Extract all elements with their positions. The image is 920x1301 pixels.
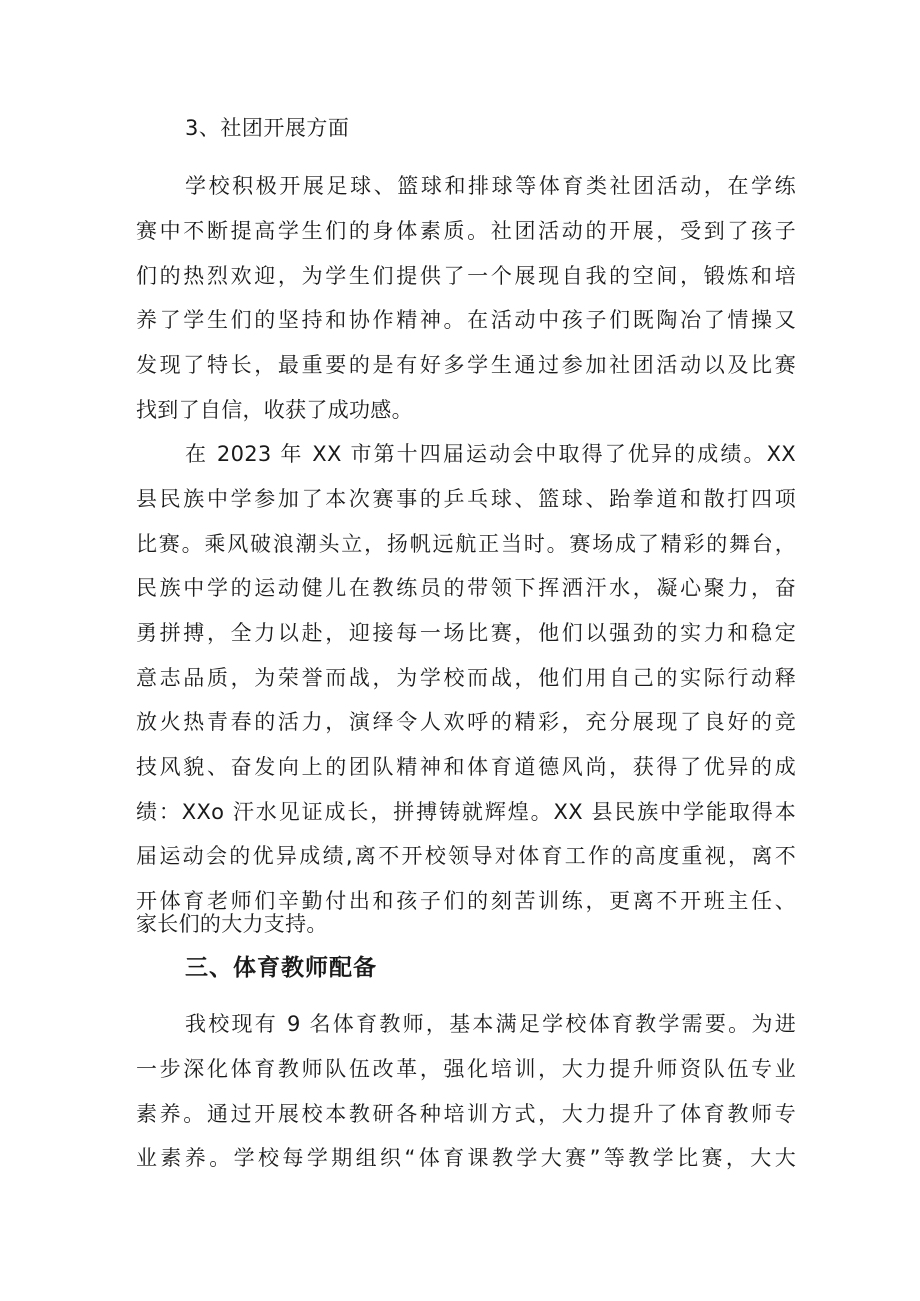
paragraph-line: 养了学生们的坚持和协作精神。在活动中孩子们既陶冶了情操又 <box>136 308 796 332</box>
paragraph-line: 在 2023 年 XX 市第十四届运动会中取得了优异的成绩。XX <box>185 442 796 466</box>
paragraph-line: 勇拼搏，全力以赴，迎接每一场比赛，他们以强劲的实力和稳定 <box>136 621 796 645</box>
paragraph-line: 发现了特长，最重要的是有好多学生通过参加社团活动以及比赛 <box>136 353 796 377</box>
paragraph-line: 学校积极开展足球、篮球和排球等体育类社团活动，在学练 <box>185 174 796 198</box>
paragraph-line: 绩：XXo 汗水见证成长，拼搏铸就辉煌。XX 县民族中学能取得本 <box>136 800 796 824</box>
paragraph-line: 业素养。学校每学期组织“体育课教学大赛”等教学比赛，大大 <box>136 1146 796 1170</box>
paragraph-line: 放火热青春的活力，演绎令人欢呼的精彩，充分展现了良好的竞 <box>136 710 796 734</box>
subheading-club-activities: 3、社团开展方面 <box>185 116 350 140</box>
paragraph-line: 县民族中学参加了本次赛事的乒乓球、篮球、跆拳道和散打四项 <box>136 487 796 511</box>
paragraph-line: 素养。通过开展校本教研各种培训方式，大力提升了体育教师专 <box>136 1102 796 1126</box>
paragraph-line: 我校现有 9 名体育教师，基本满足学校体育教学需要。为进 <box>185 1012 796 1036</box>
paragraph-line: 一步深化体育教师队伍改革，强化培训，大力提升师资队伍专业 <box>136 1057 796 1081</box>
paragraph-line: 意志品质，为荣誉而战，为学校而战，他们用自己的实际行动释 <box>136 666 796 690</box>
paragraph-line: 开体育老师们辛勤付出和孩子们的刻苦训练，更离不开班主任、 <box>136 889 796 913</box>
section-heading-pe-teachers: 三、体育教师配备 <box>185 955 377 981</box>
paragraph-line: 技风貌、奋发向上的团队精神和体育道德风尚，获得了优异的成 <box>136 755 796 779</box>
paragraph-line: 民族中学的运动健儿在教练员的带领下挥洒汗水，凝心聚力，奋 <box>136 576 796 600</box>
paragraph-line: 届运动会的优异成绩,离不开校领导对体育工作的高度重视，离不 <box>136 844 796 868</box>
paragraph-line: 赛中不断提高学生们的身体素质。社团活动的开展，受到了孩子 <box>136 219 796 243</box>
paragraph-line: 家长们的大力支持。 <box>136 912 328 936</box>
paragraph-line: 比赛。乘风破浪潮头立，扬帆远航正当时。赛场成了精彩的舞台， <box>136 532 796 556</box>
paragraph-line: 们的热烈欢迎，为学生们提供了一个展现自我的空间，锻炼和培 <box>136 264 796 288</box>
paragraph-line: 找到了自信，收获了成功感。 <box>136 398 413 422</box>
